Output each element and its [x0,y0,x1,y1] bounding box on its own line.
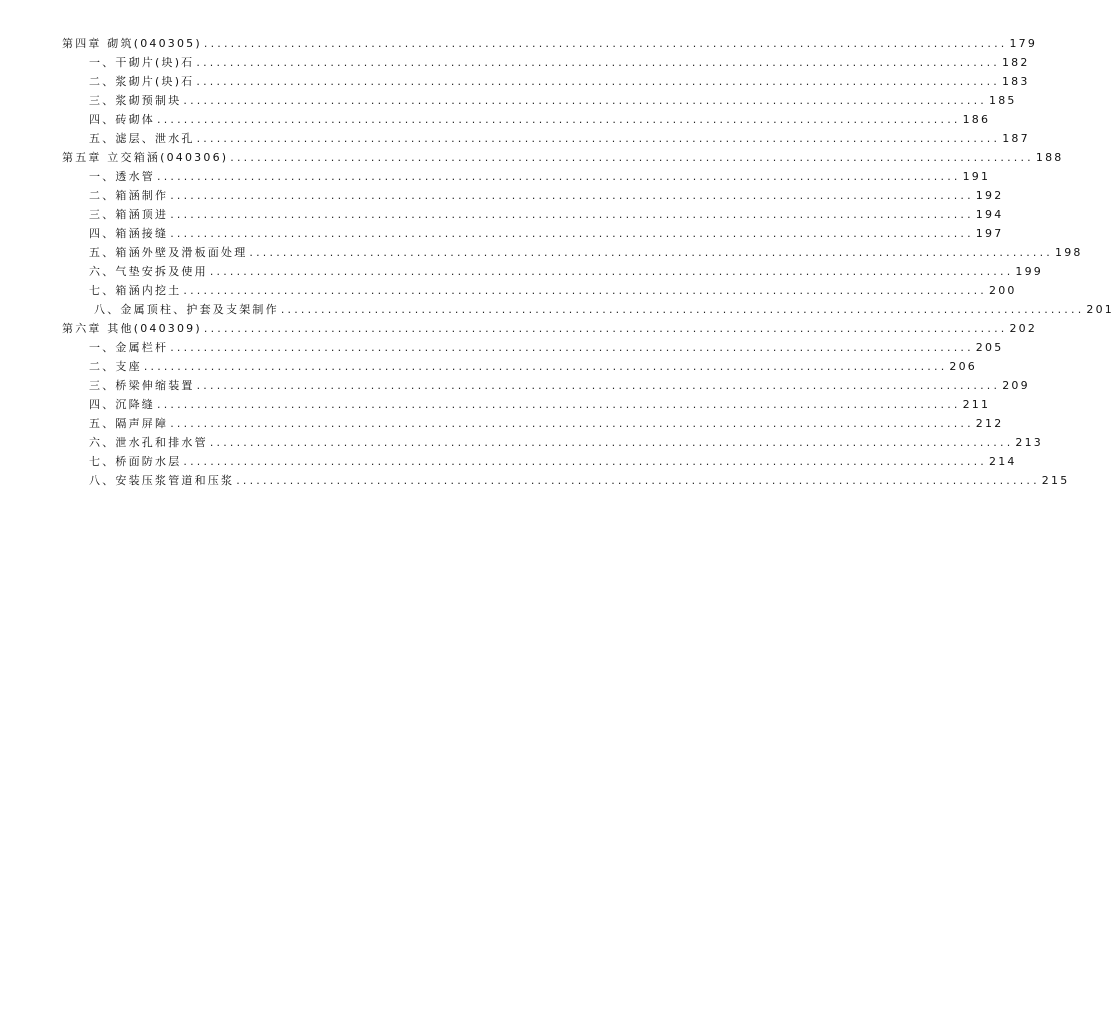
toc-entry-label: 一、金属栏杆 [89,341,169,354]
toc-entry [62,414,1004,433]
toc-entry-label: 六、泄水孔和排水管 [89,436,208,449]
dot-leader: ........................................................................................................................ [157,170,961,183]
toc-entry-page: 201 [1086,303,1114,316]
toc-entry-page: 211 [962,398,991,411]
dot-leader: ........................................................................................................................ [280,303,1085,316]
dot-leader: ........................................................................................................................ [249,246,1053,259]
toc-entry [62,167,991,186]
toc-entry-page: 186 [962,113,991,126]
dot-leader: ........................................................................................................................ [170,227,974,240]
toc-entry [62,72,1030,91]
toc-entry [62,205,1004,224]
dot-leader: ........................................................................................................................ [183,94,987,107]
toc-entry [62,376,1030,395]
toc-entry [62,186,1004,205]
toc-entry [62,148,1064,167]
toc-entry [62,281,1017,300]
toc-entry-label: 七、桥面防水层 [89,455,182,468]
toc-entry-label: 二、支座 [89,360,142,373]
dot-leader: ........................................................................................................................ [170,417,974,430]
toc-entry-page: 183 [1001,75,1030,88]
dot-leader: ........................................................................................................................ [196,132,1001,145]
toc-entry-page: 197 [975,227,1004,240]
dot-leader: ........................................................................................................................ [170,189,974,202]
toc-entry-label: 八、金属顶柱、护套及支架制作 [94,303,279,316]
toc-entry-label: 五、隔声屏障 [89,417,169,430]
dot-leader: ........................................................................................................................ [143,360,948,373]
toc-entry-label: 八、安装压浆管道和压浆 [89,474,235,487]
toc-entry-label: 第五章 立交箱涵(040306) [62,151,229,164]
toc-entry-page: 188 [1035,151,1064,164]
table-of-contents [62,34,1114,490]
toc-entry-page: 205 [975,341,1004,354]
toc-entry-page: 198 [1055,246,1083,259]
toc-entry-label: 四、箱涵接缝 [89,227,169,240]
dot-leader: ........................................................................................................................ [196,75,1000,88]
dot-leader: ........................................................................................................................ [170,208,974,221]
toc-entry-page: 179 [1009,37,1038,50]
toc-entry-label: 二、浆砌片(块)石 [89,75,195,88]
toc-entry-label: 第六章 其他(040309) [62,322,202,335]
toc-entry-label: 第四章 砌筑(040305) [62,37,202,50]
toc-entry [62,338,1004,357]
toc-entry [62,395,991,414]
dot-leader: ........................................................................................................................ [157,398,961,411]
toc-entry [62,243,1083,262]
dot-leader: ........................................................................................................................ [203,37,1008,50]
toc-entry-label: 五、箱涵外壁及滑板面处理 [89,246,248,259]
dot-leader: ........................................................................................................................ [203,322,1008,335]
toc-entry-page: 185 [989,94,1017,107]
toc-entry-page: 182 [1001,56,1030,69]
toc-entry-label: 七、箱涵内挖土 [89,284,182,297]
toc-entry-page: 191 [962,170,991,183]
toc-entry-label: 三、箱涵顶进 [89,208,169,221]
toc-entry [62,471,1070,490]
toc-entry-page: 192 [975,189,1004,202]
toc-entry-page: 209 [1002,379,1030,392]
toc-entry-page: 194 [975,208,1004,221]
toc-entry-page: 206 [949,360,978,373]
dot-leader: ........................................................................................................................ [236,474,1040,487]
toc-entry-label: 二、箱涵制作 [89,189,169,202]
toc-entry-label: 三、浆砌预制块 [89,94,182,107]
toc-entry [62,53,1030,72]
toc-entry-page: 213 [1015,436,1044,449]
toc-entry-page: 214 [989,455,1017,468]
toc-entry-page: 202 [1009,322,1038,335]
dot-leader: ........................................................................................................................ [170,341,974,354]
toc-entry-label: 五、滤层、泄水孔 [89,132,195,145]
toc-entry [62,224,1004,243]
dot-leader: ........................................................................................................................ [230,151,1034,164]
toc-entry [62,129,1030,148]
toc-entry-label: 四、砖砌体 [89,113,155,126]
toc-entry [62,319,1038,338]
toc-entry-label: 四、沉降缝 [89,398,155,411]
dot-leader: ........................................................................................................................ [183,284,987,297]
toc-entry-page: 199 [1015,265,1044,278]
toc-entry [62,34,1038,53]
dot-leader: ........................................................................................................................ [157,113,961,126]
dot-leader: ........................................................................................................................ [196,56,1000,69]
toc-entry [62,452,1017,471]
dot-leader: ........................................................................................................................ [183,455,987,468]
dot-leader: ........................................................................................................................ [209,265,1014,278]
toc-entry [62,300,1114,319]
toc-entry [62,357,978,376]
toc-entry [62,433,1044,452]
toc-entry-page: 212 [975,417,1004,430]
toc-entry-label: 一、干砌片(块)石 [89,56,195,69]
dot-leader: ........................................................................................................................ [209,436,1014,449]
dot-leader: ........................................................................................................................ [196,379,1001,392]
toc-entry-page: 187 [1002,132,1030,145]
toc-entry [62,91,1017,110]
toc-entry-page: 200 [989,284,1017,297]
toc-entry [62,262,1044,281]
toc-entry-page: 215 [1041,474,1070,487]
toc-entry-label: 三、桥梁伸缩装置 [89,379,195,392]
toc-entry-label: 六、气垫安拆及使用 [89,265,208,278]
toc-entry-label: 一、透水管 [89,170,155,183]
toc-entry [62,110,991,129]
